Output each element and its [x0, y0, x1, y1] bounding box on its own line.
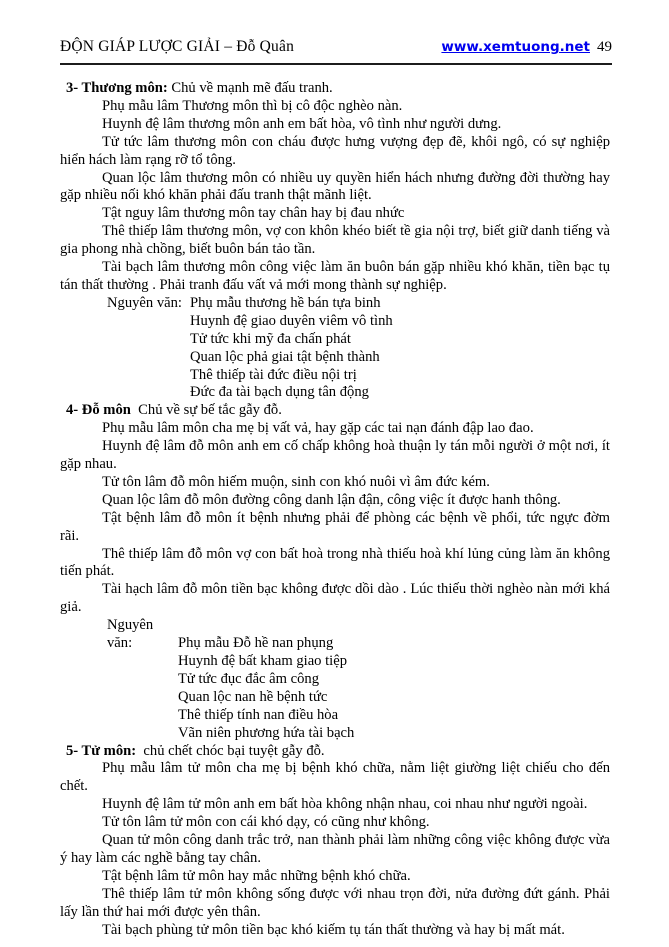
paragraph: Thê thiếp lâm thương môn, vợ con khôn khéo biết tề gia nội trợ, biết giữ danh tiếng và gia phong nhà chồng, biết buôn bán tảo tần. [60, 223, 610, 258]
paragraph: Tử tôn lâm đỗ môn hiếm muộn, sinh con khó nuôi vì âm đức kém. [102, 473, 490, 490]
paragraph: Tử tức lâm thương môn con cháu được hưng vượng đẹp đẽ, khôi ngô, có sự nghiệp hiển hách làm rạng rỡ tổ tông. [60, 133, 610, 168]
section-heading-tu-mon [60, 743, 610, 761]
verse-line: Quan lộc phả giai tật bệnh thành [190, 348, 380, 365]
paragraph: Quan lộc lâm đỗ môn đường công danh lận đận, công việc ít được hanh thông. [102, 491, 561, 508]
paragraph: Thê thiếp lâm tử môn không sống được với nhau trọn đời, nửa đường đứt gánh. Phải lấy lần thứ hai mới được yên thân. [60, 885, 610, 920]
verse-label: Nguyên văn: [107, 617, 154, 652]
site-link[interactable]: www.xemtuong.net [441, 39, 590, 55]
verse-line: Huynh đệ bất kham giao tiệp [178, 653, 348, 669]
paragraph: Quan tử môn công danh trắc trở, nan thành phải làm những công việc không được vừa ý hay làm các nghề bằng tay chân. [60, 832, 610, 866]
verse-block [107, 295, 610, 402]
paragraph: Tài hạch lâm đỗ môn tiền bạc không được dồi dào . Lúc thiếu thời nghèo nàn mới khá giả. [60, 581, 610, 616]
header-right [441, 39, 612, 56]
verse-label: Nguyên văn: [107, 294, 182, 311]
paragraph: Tài bạch phùng tử môn tiền bạc khó kiếm tụ tán thất thường và hay bị mất mát. [102, 921, 565, 938]
paragraph: Huynh đệ lâm thương môn anh em bất hòa, vô tình như người dưng. [102, 115, 502, 132]
paragraph: Huynh đệ lâm tử môn anh em bất hòa không nhận nhau, coi nhau như người ngoài. [102, 796, 588, 813]
paragraph: Phụ mẫu lâm tử môn cha mẹ bị bệnh khó chữa, nằm liệt giường liệt chiếu cho đến chết. [60, 760, 610, 795]
paragraph: Tật bệnh lâm đỗ môn ít bệnh nhưng phải để phòng các bệnh về phổi, tức ngực đờm rãi. [60, 509, 610, 544]
section-heading-text: Chủ về sự bế tắc gẫy đỗ. [138, 402, 282, 419]
verse-line: Đức đa tài bạch dụng tân động [190, 384, 369, 401]
page-header [0, 0, 669, 56]
verse-first-row [107, 295, 610, 313]
document-title: ĐỘN GIÁP LƯỢC GIẢI – Đỗ Quân [60, 38, 295, 55]
verse-line: Tử tức đục đắc âm công [178, 670, 320, 687]
section-heading-text: chủ chết chóc bại tuyệt gẫy đỗ. [143, 742, 325, 759]
verse-line: Phụ mẫu thương hề bán tựa binh [190, 294, 381, 311]
page-number: 49 [597, 39, 612, 55]
section-number-title: 3- Thương môn: [66, 80, 168, 96]
verse-line: Vãn niên phương hứa tài bạch [178, 724, 355, 741]
paragraph: Tật nguy lâm thương môn tay chân hay bị đau nhức [102, 205, 405, 222]
paragraph: Tật bệnh lâm tử môn hay mắc những bệnh khó chữa. [102, 867, 411, 884]
verse-line: Tử tức khi mỹ đa chấn phát [190, 330, 351, 347]
verse-line: Quan lộc nan hề bệnh tức [178, 688, 328, 705]
section-heading-text: Chủ về mạnh mẽ đấu tranh. [171, 80, 333, 96]
section-heading-do-mon [60, 402, 610, 420]
verse-line: Phụ mẫu Đỗ hề nan phụng [178, 635, 334, 652]
paragraph: Tài bạch lâm thương môn công việc làm ăn buôn bán gặp nhiều khó khăn, tiền bạc tụ tán thất thường . Phải tranh đấu vất vả mới mong thành sự nghiệp. [60, 259, 610, 293]
verse-line: Thê thiếp tính nan điều hòa [178, 706, 339, 723]
paragraph: Tử tôn lâm tử môn con cái khó dạy, có cũng như không. [102, 814, 430, 831]
section-heading-thuong-mon [60, 80, 610, 98]
paragraph: Phụ mẫu lâm Thương môn thì bị cô độc nghèo nàn. [102, 97, 403, 114]
document-body [0, 65, 669, 940]
paragraph: Phụ mẫu lâm môn cha mẹ bị vất vả, hay gặp các tai nạn đánh đập lao đao. [102, 420, 534, 437]
verse-first-row [107, 617, 610, 653]
paragraph: Quan lộc lâm thương môn có nhiều uy quyền hiển hách nhưng đường đời thường hay gặp nhiều nối khó khăn phải đấu tranh thật mãnh liệt. [60, 169, 610, 204]
section-number-title: 5- Tử môn: [66, 742, 137, 759]
verse-line: Thê thiếp tài đức điều nội trị [190, 366, 357, 383]
paragraph: Huynh đệ lâm đỗ môn anh em cố chấp không hoà thuận ly tán mỗi người ở một nơi, ít gặp nhau. [60, 438, 610, 473]
section-number-title: 4- Đỗ môn [66, 402, 131, 419]
verse-block [107, 617, 610, 742]
paragraph: Thê thiếp lâm đỗ môn vợ con bất hoà trong nhà thiếu hoà khí lủng củng làm ăn không tiến phát. [60, 545, 610, 580]
verse-line: Huynh đệ giao duyên viêm vô tình [190, 312, 393, 329]
